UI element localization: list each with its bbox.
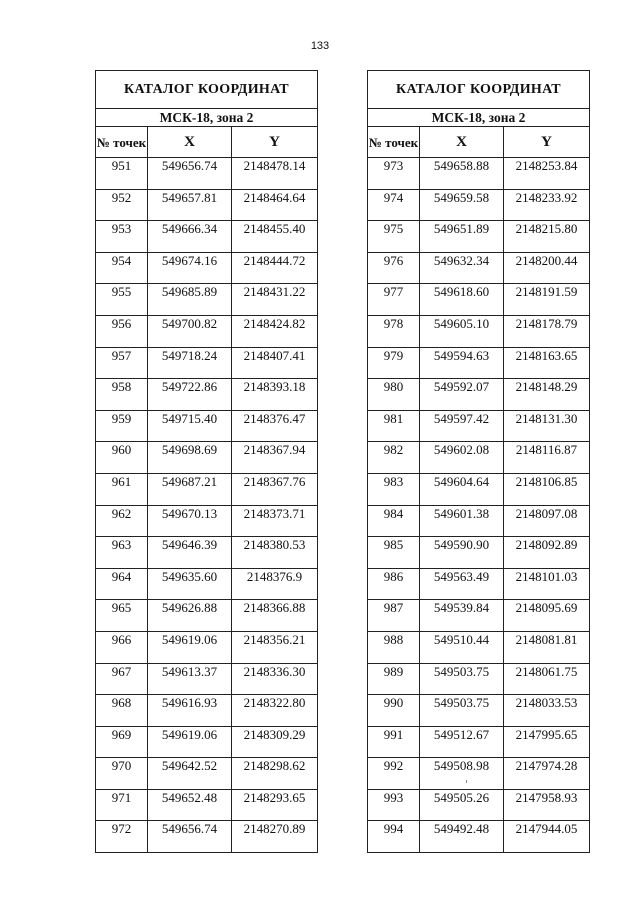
point-number-cell: 975 — [368, 221, 420, 253]
y-coordinate-cell: 2148376.47 — [232, 410, 318, 442]
x-coordinate-cell: 549652.48 — [148, 789, 232, 821]
y-coordinate-cell: 2148095.69 — [504, 600, 590, 632]
table-row — [96, 600, 318, 632]
point-number-cell: 974 — [368, 189, 420, 221]
x-coordinate-cell: 549659.58 — [420, 189, 504, 221]
point-number-cell: 971 — [96, 789, 148, 821]
table-row — [368, 221, 590, 253]
x-coordinate-cell: 549700.82 — [148, 315, 232, 347]
table-row — [368, 758, 590, 790]
table-row — [96, 189, 318, 221]
point-number-cell: 959 — [96, 410, 148, 442]
y-coordinate-cell: 2148380.53 — [232, 537, 318, 569]
table-row — [96, 284, 318, 316]
y-coordinate-cell: 2148431.22 — [232, 284, 318, 316]
point-number-cell: 994 — [368, 821, 420, 853]
x-coordinate-cell: 549718.24 — [148, 347, 232, 379]
x-coordinate-cell: 549492.48 — [420, 821, 504, 853]
table-row — [96, 726, 318, 758]
y-coordinate-cell: 2148131.30 — [504, 410, 590, 442]
y-coordinate-cell: 2148191.59 — [504, 284, 590, 316]
y-coordinate-cell: 2148061.75 — [504, 663, 590, 695]
y-coordinate-cell: 2147944.05 — [504, 821, 590, 853]
x-coordinate-cell: 549656.74 — [148, 158, 232, 190]
table-row — [368, 473, 590, 505]
point-number-cell: 976 — [368, 252, 420, 284]
table-row — [368, 442, 590, 474]
point-number-cell: 954 — [96, 252, 148, 284]
point-number-cell: 981 — [368, 410, 420, 442]
table-row — [96, 315, 318, 347]
y-coordinate-cell: 2148163.65 — [504, 347, 590, 379]
y-coordinate-cell: 2148270.89 — [232, 821, 318, 853]
table-row — [96, 379, 318, 411]
y-coordinate-cell: 2148455.40 — [232, 221, 318, 253]
table-row — [96, 537, 318, 569]
x-coordinate-cell: 549592.07 — [420, 379, 504, 411]
table-row — [368, 695, 590, 727]
table-row — [368, 315, 590, 347]
y-coordinate-cell: 2148309.29 — [232, 726, 318, 758]
x-coordinate-cell: 549646.39 — [148, 537, 232, 569]
column-header-y: Y — [504, 127, 590, 158]
point-number-cell: 988 — [368, 631, 420, 663]
point-number-cell: 970 — [96, 758, 148, 790]
point-number-cell: 990 — [368, 695, 420, 727]
x-coordinate-cell: 549666.34 — [148, 221, 232, 253]
table-row — [368, 410, 590, 442]
x-coordinate-cell: 549616.93 — [148, 695, 232, 727]
point-number-cell: 965 — [96, 600, 148, 632]
page-number: 133 — [310, 40, 330, 52]
x-coordinate-cell: 549687.21 — [148, 473, 232, 505]
y-coordinate-cell: 2148253.84 — [504, 158, 590, 190]
point-number-cell: 982 — [368, 442, 420, 474]
table-row — [96, 695, 318, 727]
point-number-cell: 956 — [96, 315, 148, 347]
point-number-cell: 952 — [96, 189, 148, 221]
table-row — [368, 158, 590, 190]
y-coordinate-cell: 2148366.88 — [232, 600, 318, 632]
coordinate-catalog-table-left — [95, 70, 318, 853]
x-coordinate-cell: 549613.37 — [148, 663, 232, 695]
point-number-cell: 966 — [96, 631, 148, 663]
x-coordinate-cell: 549594.63 — [420, 347, 504, 379]
x-coordinate-cell: 549605.10 — [420, 315, 504, 347]
y-coordinate-cell: 2148178.79 — [504, 315, 590, 347]
x-coordinate-cell: 549722.86 — [148, 379, 232, 411]
table-row — [368, 600, 590, 632]
column-header-point-number: № точек — [96, 127, 148, 158]
table-row — [368, 663, 590, 695]
scan-mark — [466, 780, 467, 783]
point-number-cell: 985 — [368, 537, 420, 569]
point-number-cell: 960 — [96, 442, 148, 474]
x-coordinate-cell: 549626.88 — [148, 600, 232, 632]
x-coordinate-cell: 549657.81 — [148, 189, 232, 221]
table-row — [96, 568, 318, 600]
catalog-subtitle: МСК-18, зона 2 — [368, 109, 590, 127]
coordinate-catalog-table-right — [367, 70, 590, 853]
x-coordinate-cell: 549632.34 — [420, 252, 504, 284]
table-row — [96, 505, 318, 537]
point-number-cell: 979 — [368, 347, 420, 379]
point-number-cell: 989 — [368, 663, 420, 695]
y-coordinate-cell: 2148464.64 — [232, 189, 318, 221]
x-coordinate-cell: 549619.06 — [148, 631, 232, 663]
point-number-cell: 961 — [96, 473, 148, 505]
y-coordinate-cell: 2148116.87 — [504, 442, 590, 474]
table-row — [96, 473, 318, 505]
x-coordinate-cell: 549602.08 — [420, 442, 504, 474]
y-coordinate-cell: 2147974.28 — [504, 758, 590, 790]
column-header-x: X — [148, 127, 232, 158]
y-coordinate-cell: 2148033.53 — [504, 695, 590, 727]
y-coordinate-cell: 2148424.82 — [232, 315, 318, 347]
table-row — [96, 252, 318, 284]
y-coordinate-cell: 2148407.41 — [232, 347, 318, 379]
point-number-cell: 953 — [96, 221, 148, 253]
x-coordinate-cell: 549539.84 — [420, 600, 504, 632]
table-row — [96, 758, 318, 790]
y-coordinate-cell: 2147958.93 — [504, 789, 590, 821]
catalog-title: КАТАЛОГ КООРДИНАТ — [96, 71, 318, 109]
y-coordinate-cell: 2148293.65 — [232, 789, 318, 821]
point-number-cell: 955 — [96, 284, 148, 316]
table-row — [96, 410, 318, 442]
table-row — [368, 568, 590, 600]
point-number-cell: 991 — [368, 726, 420, 758]
table-row — [96, 821, 318, 853]
y-coordinate-cell: 2148233.92 — [504, 189, 590, 221]
point-number-cell: 978 — [368, 315, 420, 347]
x-coordinate-cell: 549670.13 — [148, 505, 232, 537]
table-row — [368, 726, 590, 758]
y-coordinate-cell: 2148101.03 — [504, 568, 590, 600]
point-number-cell: 973 — [368, 158, 420, 190]
point-number-cell: 968 — [96, 695, 148, 727]
point-number-cell: 987 — [368, 600, 420, 632]
point-number-cell: 957 — [96, 347, 148, 379]
point-number-cell: 972 — [96, 821, 148, 853]
point-number-cell: 992 — [368, 758, 420, 790]
y-coordinate-cell: 2148200.44 — [504, 252, 590, 284]
point-number-cell: 964 — [96, 568, 148, 600]
point-number-cell: 958 — [96, 379, 148, 411]
point-number-cell: 977 — [368, 284, 420, 316]
y-coordinate-cell: 2148322.80 — [232, 695, 318, 727]
x-coordinate-cell: 549505.26 — [420, 789, 504, 821]
x-coordinate-cell: 549685.89 — [148, 284, 232, 316]
x-coordinate-cell: 549508.98 — [420, 758, 504, 790]
x-coordinate-cell: 549651.89 — [420, 221, 504, 253]
y-coordinate-cell: 2148373.71 — [232, 505, 318, 537]
table-row — [96, 158, 318, 190]
y-coordinate-cell: 2148367.94 — [232, 442, 318, 474]
y-coordinate-cell: 2148376.9 — [232, 568, 318, 600]
x-coordinate-cell: 549597.42 — [420, 410, 504, 442]
x-coordinate-cell: 549635.60 — [148, 568, 232, 600]
point-number-cell: 969 — [96, 726, 148, 758]
x-coordinate-cell: 549563.49 — [420, 568, 504, 600]
y-coordinate-cell: 2148081.81 — [504, 631, 590, 663]
y-coordinate-cell: 2148215.80 — [504, 221, 590, 253]
catalog-subtitle: МСК-18, зона 2 — [96, 109, 318, 127]
y-coordinate-cell: 2148106.85 — [504, 473, 590, 505]
x-coordinate-cell: 549601.38 — [420, 505, 504, 537]
x-coordinate-cell: 549512.67 — [420, 726, 504, 758]
table-row — [96, 442, 318, 474]
y-coordinate-cell: 2148356.21 — [232, 631, 318, 663]
table-row — [368, 347, 590, 379]
y-coordinate-cell: 2148336.30 — [232, 663, 318, 695]
column-header-point-number: № точек — [368, 127, 420, 158]
y-coordinate-cell: 2148298.62 — [232, 758, 318, 790]
table-row — [96, 221, 318, 253]
point-number-cell: 962 — [96, 505, 148, 537]
table-row — [96, 789, 318, 821]
point-number-cell: 983 — [368, 473, 420, 505]
table-row — [368, 379, 590, 411]
x-coordinate-cell: 549503.75 — [420, 663, 504, 695]
y-coordinate-cell: 2148148.29 — [504, 379, 590, 411]
x-coordinate-cell: 549715.40 — [148, 410, 232, 442]
table-row — [368, 631, 590, 663]
y-coordinate-cell: 2148393.18 — [232, 379, 318, 411]
column-header-y: Y — [232, 127, 318, 158]
table-row — [368, 284, 590, 316]
table-row — [368, 789, 590, 821]
y-coordinate-cell: 2148097.08 — [504, 505, 590, 537]
table-row — [368, 189, 590, 221]
x-coordinate-cell: 549618.60 — [420, 284, 504, 316]
point-number-cell: 967 — [96, 663, 148, 695]
point-number-cell: 963 — [96, 537, 148, 569]
x-coordinate-cell: 549698.69 — [148, 442, 232, 474]
table-row — [368, 252, 590, 284]
y-coordinate-cell: 2148367.76 — [232, 473, 318, 505]
y-coordinate-cell: 2148444.72 — [232, 252, 318, 284]
table-row — [96, 631, 318, 663]
y-coordinate-cell: 2148478.14 — [232, 158, 318, 190]
x-coordinate-cell: 549619.06 — [148, 726, 232, 758]
x-coordinate-cell: 549604.64 — [420, 473, 504, 505]
table-row — [368, 505, 590, 537]
point-number-cell: 984 — [368, 505, 420, 537]
table-row — [96, 347, 318, 379]
point-number-cell: 986 — [368, 568, 420, 600]
point-number-cell: 951 — [96, 158, 148, 190]
x-coordinate-cell: 549510.44 — [420, 631, 504, 663]
x-coordinate-cell: 549674.16 — [148, 252, 232, 284]
x-coordinate-cell: 549658.88 — [420, 158, 504, 190]
point-number-cell: 993 — [368, 789, 420, 821]
y-coordinate-cell: 2148092.89 — [504, 537, 590, 569]
table-row — [96, 663, 318, 695]
catalog-title: КАТАЛОГ КООРДИНАТ — [368, 71, 590, 109]
x-coordinate-cell: 549642.52 — [148, 758, 232, 790]
x-coordinate-cell: 549590.90 — [420, 537, 504, 569]
y-coordinate-cell: 2147995.65 — [504, 726, 590, 758]
column-header-x: X — [420, 127, 504, 158]
x-coordinate-cell: 549656.74 — [148, 821, 232, 853]
point-number-cell: 980 — [368, 379, 420, 411]
table-row — [368, 537, 590, 569]
table-row — [368, 821, 590, 853]
x-coordinate-cell: 549503.75 — [420, 695, 504, 727]
